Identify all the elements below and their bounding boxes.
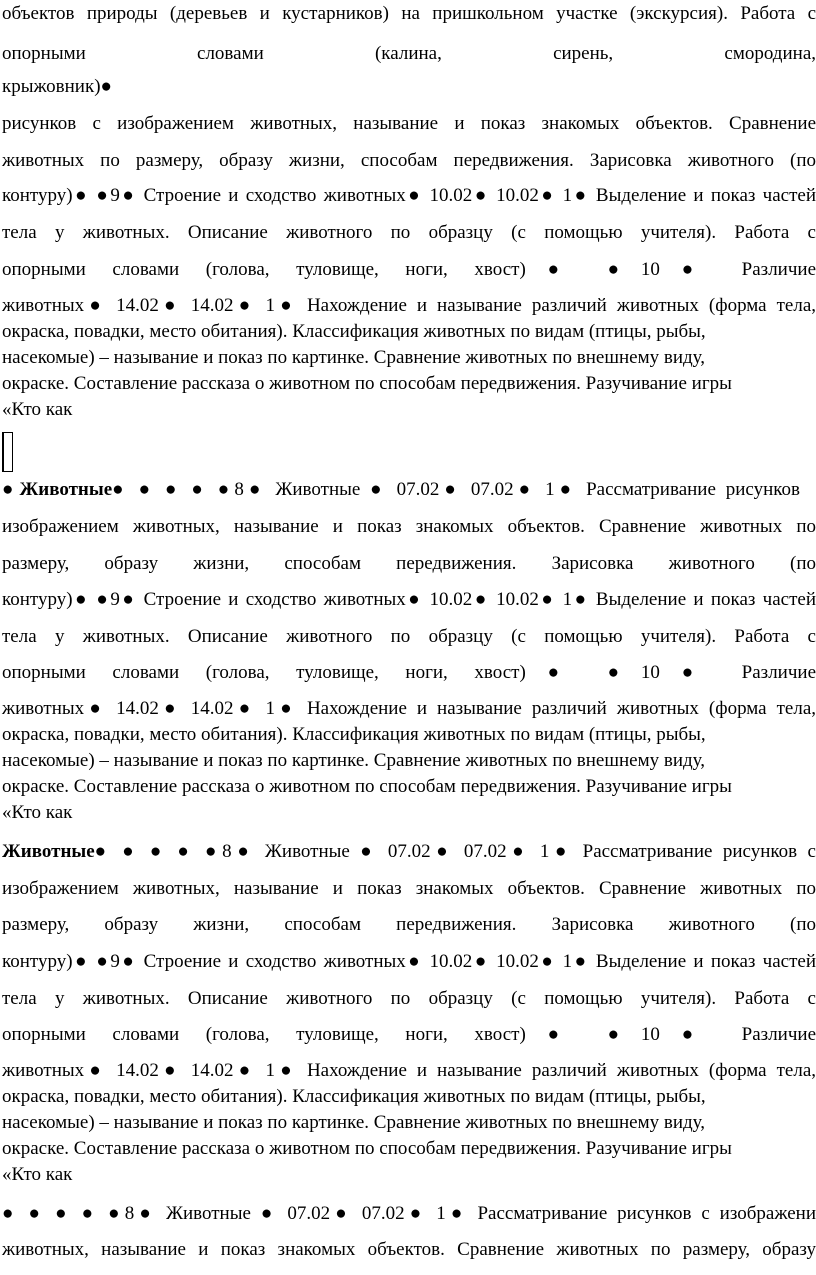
text-line: окраска, повадки, место обитания). Классификация животных по видам (птицы, рыбы, <box>2 321 706 342</box>
text-line: ● ● ● ● ●8● Животные ● 07.02● 07.02● 1● Рассматривание рисунков с <box>94 841 816 862</box>
section-title: Животные <box>19 479 113 500</box>
text-line: животных● 14.02● 14.02● 1● Нахождение и называние различий животных (форма тела, <box>2 295 816 316</box>
section-heading-row <box>2 840 816 864</box>
text-line: животных● 14.02● 14.02● 1● Нахождение и называние различий животных (форма тела, <box>2 1060 816 1081</box>
text-line: ● ● ● ● ●8● Животные ● 07.02● 07.02● 1● Рассматривание рисунков <box>112 479 800 500</box>
text-line: насекомые) – называние и показ по картинке. Сравнение животных по внешнему виду, <box>2 347 706 368</box>
text-line: тела у животных. Описание животного по образцу (с помощью учителя). Работа с <box>2 626 816 647</box>
text-line: опорными словами (голова, туловище, ноги, хвост)● ●10● Различие <box>2 1024 816 1045</box>
table-cell-border <box>2 432 13 472</box>
section-title: Животные <box>2 841 95 862</box>
text-line: «Кто как <box>2 399 73 420</box>
text-line: тела у животных. Описание животного по образцу (с помощью учителя). Работа с <box>2 988 816 1009</box>
text-line: контуру)● ●9● Строение и сходство животных● 10.02● 10.02● 1● Выделение и показ частей <box>2 185 816 206</box>
text-line: размеру, образу жизни, способам передвижения. Зарисовка животного (по <box>2 914 816 935</box>
text-line: опорными словами (голова, туловище, ноги, хвост)● ●10● Различие <box>2 259 816 280</box>
bullet-marker: ● <box>2 479 14 500</box>
text-line: изображением животных, называние и показ знакомых объектов. Сравнение животных по <box>2 878 816 899</box>
text-line: контуру)● ●9● Строение и сходство животных● 10.02● 10.02● 1● Выделение и показ частей <box>2 589 816 610</box>
text-line: животных● 14.02● 14.02● 1● Нахождение и называние различий животных (форма тела, <box>2 698 816 719</box>
text-line: ● ● ● ● ●8● Животные ● 07.02● 07.02● 1● Рассматривание рисунков с изображени <box>2 1203 816 1224</box>
text-line: окраске. Составление рассказа о животном по способам передвижения. Разучивание игры <box>2 776 732 797</box>
text-line: тела у животных. Описание животного по образцу (с помощью учителя). Работа с <box>2 222 816 243</box>
text-line: животных, называние и показ знакомых объектов. Сравнение животных по размеру, образу <box>2 1239 816 1260</box>
section-heading-row <box>2 478 816 502</box>
text-line: рисунков с изображением животных, называние и показ знакомых объектов. Сравнение <box>2 113 816 134</box>
text-line: «Кто как <box>2 802 73 823</box>
text-line: насекомые) – называние и показ по картинке. Сравнение животных по внешнему виду, <box>2 1112 706 1133</box>
text-line: контуру)● ●9● Строение и сходство животных● 10.02● 10.02● 1● Выделение и показ частей <box>2 951 816 972</box>
text-line: окраска, повадки, место обитания). Классификация животных по видам (птицы, рыбы, <box>2 724 706 745</box>
text-line: окраске. Составление рассказа о животном по способам передвижения. Разучивание игры <box>2 373 732 394</box>
text-line: опорными словами (калина, сирень, смородина, <box>2 43 816 64</box>
text-line: «Кто как <box>2 1164 73 1185</box>
text-line: размеру, образу жизни, способам передвижения. Зарисовка животного (по <box>2 553 816 574</box>
text-line: изображением животных, называние и показ знакомых объектов. Сравнение животных по <box>2 516 816 537</box>
text-line: насекомые) – называние и показ по картинке. Сравнение животных по внешнему виду, <box>2 750 706 771</box>
text-line: окраска, повадки, место обитания). Классификация животных по видам (птицы, рыбы, <box>2 1086 706 1107</box>
text-line: опорными словами (голова, туловище, ноги, хвост)● ●10● Различие <box>2 662 816 683</box>
text-line: животных по размеру, образу жизни, способам передвижения. Зарисовка животного (по <box>2 150 816 171</box>
text-line: окраске. Составление рассказа о животном по способам передвижения. Разучивание игры <box>2 1138 732 1159</box>
text-line: крыжовник)● <box>2 76 112 97</box>
text-line: объектов природы (деревьев и кустарников) на пришкольном участке (экскурсия). Работа с <box>2 3 816 24</box>
